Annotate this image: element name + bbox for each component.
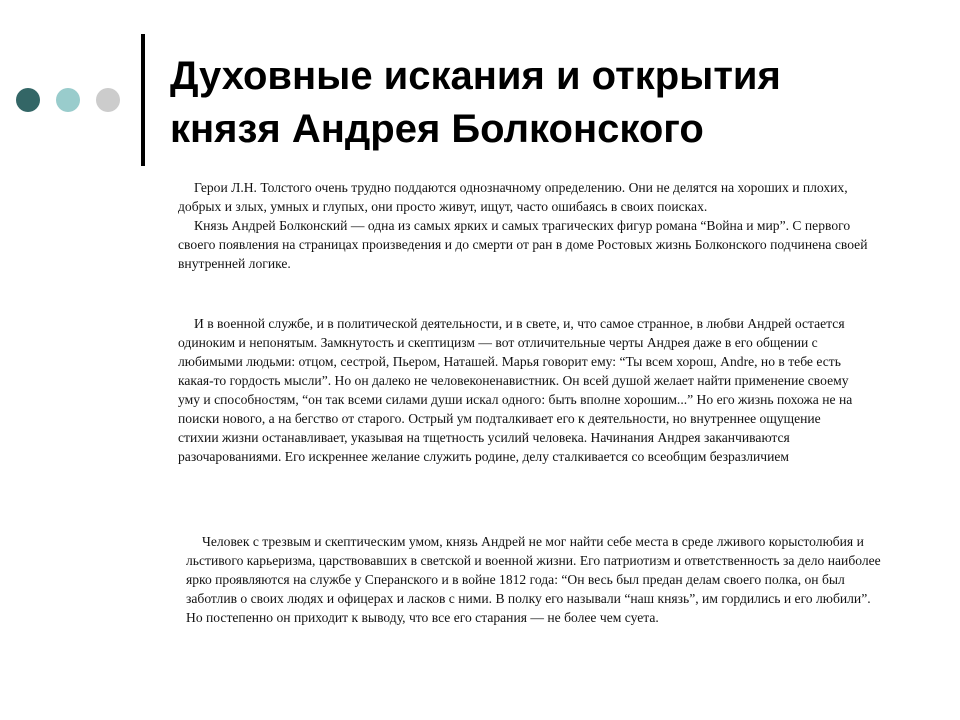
paragraph: Князь Андрей Болконский — одна из самых ярких и самых трагических фигур романа “Война и мир”. С первого своего появления на страницах произведения и до смерти от ран в доме Ростовых жизнь Болконского подчинена своей внутренней логике. [178, 218, 868, 271]
slide-title-line-1: Духовные искания и открытия [170, 54, 781, 98]
title-divider-line [141, 34, 145, 166]
paragraph: И в военной службе, и в политической деятельности, и в свете, и, что самое странное, в любви Андрей остается одиноким и непонятым. Замкнутость и скептицизм — вот отличительные черты Андрея даже в его общении с любимыми людьми: отцом, сестрой, Пьером, Наташей. Марья говорит ему: “Ты всем хорош, Andre, но в тебе есть какая-то гордость мысли”. Но он далеко не человеконенавистник. Он всей душой желает найти применение своему уму и способностям, “он так всеми силами души искал одного: быть вполне хорошим...” Но его жизнь похожа не на поиски нового, а на бегство от старого. Острый ум подталкивает его к деятельности, но внутреннее ощущение стихии жизни останавливает, указывая на тщетность усилий человека. Начинания Андрея заканчиваются разочарованиями. Его искреннее желание служить родине, делу сталкивается со всеобщим безразличием [178, 316, 853, 464]
decorative-dot-dark [16, 88, 40, 112]
paragraph: Человек с трезвым и скептическим умом, князь Андрей не мог найти себе места в среде лживого корыстолюбия и льстивого карьеризма, царствовавших в светской и военной жизни. Его патриотизм и ответственность за дело наиболее ярко проявляются на службе у Сперанского и в войне 1812 года: “Он весь был предан делам своего полка, он был заботлив о своих людях и офицерах и ласков с ними. В полку его называли “наш князь”, им гордились и его любили”. Но постепенно он приходит к выводу, что все его старания — не более чем суета. [186, 534, 881, 625]
paragraph: Герои Л.Н. Толстого очень трудно поддаются однозначному определению. Они не делятся на хороших и плохих, добрых и злых, умных и глупых, они просто живут, ищут, часто ошибаясь в своих поисках. [178, 180, 848, 214]
slide-title [170, 50, 930, 156]
text-block-service [186, 532, 882, 627]
decorative-dot-grey [96, 88, 120, 112]
slide-title-line-2: князя Андрея Болконского [170, 107, 704, 151]
decorative-dot-light-teal [56, 88, 80, 112]
text-block-intro [178, 178, 878, 273]
text-block-loneliness [178, 314, 858, 466]
